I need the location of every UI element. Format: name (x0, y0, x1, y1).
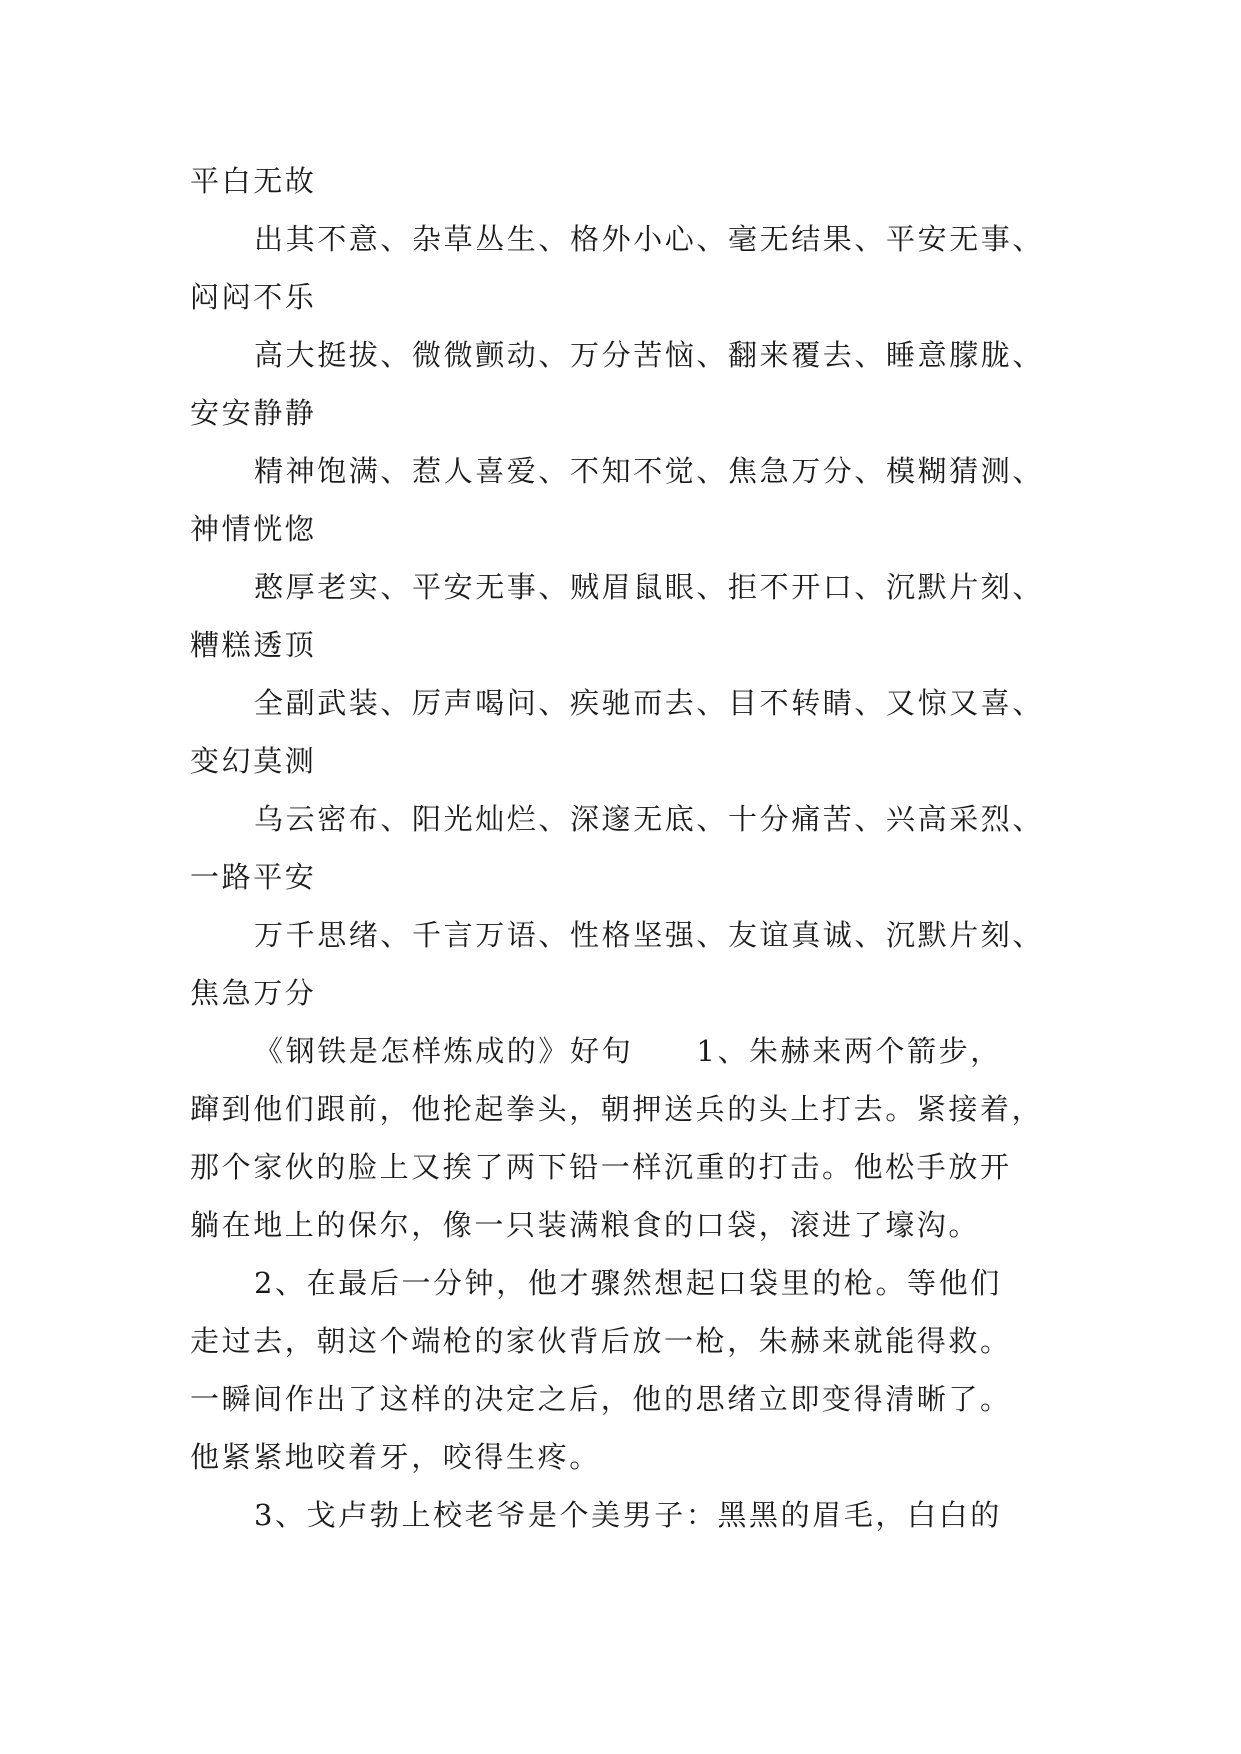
paragraph-line: 2、在最后一分钟，他才骤然想起口袋里的枪。等他们 (254, 1266, 1002, 1300)
paragraph-line: 精神饱满、惹人喜爱、不知不觉、焦急万分、模糊猜测、 (254, 454, 1045, 488)
paragraph-line: 万千思绪、千言万语、性格坚强、友谊真诚、沉默片刻、 (254, 918, 1045, 952)
text-line: 变幻莫测 (190, 744, 317, 778)
text-line: 糟糕透顶 (190, 628, 317, 662)
text-line: 蹿到他们跟前，他抡起拳头，朝押送兵的头上打去。紧接着， (190, 1092, 1044, 1126)
text-line: 平白无故 (190, 164, 317, 198)
text-line: 一瞬间作出了这样的决定之后，他的思绪立即变得清晰了。 (190, 1382, 1012, 1416)
text-line: 他紧紧地咬着牙，咬得生疼。 (190, 1440, 601, 1474)
text-line: 安安静静 (190, 396, 317, 430)
text-line: 那个家伙的脸上又挨了两下铅一样沉重的打击。他松手放开 (190, 1150, 1012, 1184)
text-line: 一路平安 (190, 860, 317, 894)
paragraph-line: 憨厚老实、平安无事、贼眉鼠眼、拒不开口、沉默片刻、 (254, 570, 1045, 604)
section-heading-line: 《钢铁是怎样炼成的》好句 1、朱赫来两个箭步， (254, 1034, 1002, 1068)
paragraph-line: 高大挺拔、微微颤动、万分苦恼、翻来覆去、睡意朦胧、 (254, 338, 1045, 372)
document-page (190, 152, 1060, 1544)
text-line: 躺在地上的保尔，像一只装满粮食的口袋，滚进了壕沟。 (190, 1208, 981, 1242)
paragraph-line: 3、戈卢勃上校老爷是个美男子：黑黑的眉毛，白白的 (254, 1498, 1002, 1532)
text-line: 走过去，朝这个端枪的家伙背后放一枪，朱赫来就能得救。 (190, 1324, 1012, 1358)
text-line: 焦急万分 (190, 976, 317, 1010)
paragraph-line: 全副武装、厉声喝问、疾驰而去、目不转睛、又惊又喜、 (254, 686, 1045, 720)
text-line: 神情恍惚 (190, 512, 317, 546)
paragraph-line: 乌云密布、阳光灿烂、深邃无底、十分痛苦、兴高采烈、 (254, 802, 1045, 836)
paragraph-line: 出其不意、杂草丛生、格外小心、毫无结果、平安无事、 (254, 222, 1045, 256)
text-line: 闷闷不乐 (190, 280, 317, 314)
